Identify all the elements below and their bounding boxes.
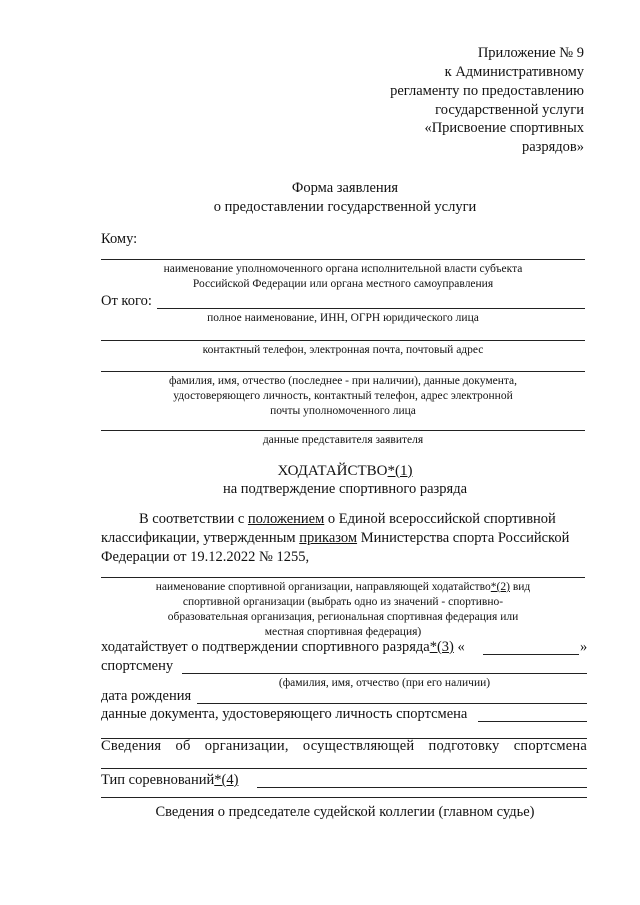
- athlete-label: спортсмену: [101, 658, 174, 674]
- person-field-line[interactable]: [101, 371, 585, 372]
- org-caption: спортивной организации (выбрать одно из значений - спортивно-: [182, 596, 504, 608]
- training-org-field-line[interactable]: [101, 768, 587, 769]
- order-link[interactable]: приказом: [299, 530, 358, 546]
- appendix-line: разрядов»: [521, 139, 584, 155]
- para-text: классификации, утвержденным: [101, 530, 300, 546]
- footnote-link-3[interactable]: *(3): [429, 639, 454, 655]
- org-caption: местная спортивная федерация): [264, 626, 422, 638]
- footnote-link-2[interactable]: *(2): [490, 581, 510, 593]
- identity-doc-label: данные документа, удостоверяющего личность спортсмена: [101, 706, 468, 722]
- competition-type-field-line-2[interactable]: [101, 797, 587, 798]
- athlete-caption: (фамилия, имя, отчество (при его наличии): [278, 677, 491, 689]
- person-caption: почты уполномоченного лица: [270, 405, 416, 417]
- to-field-line[interactable]: [101, 259, 585, 260]
- from-field-line[interactable]: [157, 308, 585, 309]
- para-line-1: [139, 511, 589, 528]
- contact-caption: контактный телефон, электронная почта, почтовый адрес: [202, 344, 484, 356]
- identity-doc-field-line[interactable]: [478, 721, 587, 722]
- appendix-line: Приложение № 9: [477, 45, 584, 61]
- birth-date-field-line[interactable]: [197, 703, 587, 704]
- form-subtitle: о предоставлении государственной услуги: [213, 199, 477, 215]
- org-caption-text: вид: [509, 581, 531, 593]
- appendix-line: к Административному: [444, 64, 584, 80]
- footnote-link-4[interactable]: *(4): [214, 772, 239, 788]
- representative-caption: данные представителя заявителя: [262, 434, 424, 446]
- to-caption: наименование уполномоченного органа исполнительной власти субъекта: [163, 263, 523, 275]
- appendix-line: регламенту по предоставлению: [390, 83, 584, 99]
- contact-field-line[interactable]: [101, 340, 585, 341]
- footnote-link-1[interactable]: *(1): [387, 463, 413, 479]
- petition-subtitle: на подтверждение спортивного разряда: [222, 481, 468, 497]
- birth-date-label: дата рождения: [101, 688, 192, 704]
- person-caption: фамилия, имя, отчество (последнее - при наличии), данные документа,: [168, 375, 518, 387]
- petitions-text: ходатайствует о подтверждении спортивного разряда: [101, 639, 430, 655]
- appendix-line: «Присвоение спортивных: [424, 120, 584, 136]
- para-text: Министерства спорта Российской: [357, 530, 570, 546]
- petitions-line: [101, 639, 465, 656]
- organization-field-line[interactable]: [101, 577, 585, 578]
- org-caption: образовательная организация, региональная спортивная федерация или: [167, 611, 519, 623]
- competition-type-field-line[interactable]: [257, 787, 587, 788]
- from-caption: полное наименование, ИНН, ОГРН юридического лица: [207, 312, 479, 324]
- competition-type-label: [101, 772, 238, 789]
- from-label: От кого:: [101, 293, 152, 309]
- to-label: Кому:: [101, 231, 138, 247]
- to-caption: Российской Федерации или органа местного самоуправления: [192, 278, 494, 290]
- appendix-line: государственной услуги: [435, 102, 584, 118]
- form-title: Форма заявления: [291, 180, 399, 196]
- para-line-3: Федерации от 19.12.2022 № 1255,: [101, 549, 310, 565]
- competition-type-text: Тип соревнований: [101, 772, 215, 788]
- org-caption: [101, 580, 585, 594]
- petitions-close-quote: »: [580, 639, 588, 655]
- petition-title: [100, 463, 590, 480]
- sport-rank-field-line[interactable]: [483, 654, 579, 655]
- petitions-text: «: [453, 639, 465, 655]
- athlete-field-line[interactable]: [182, 673, 587, 674]
- training-org-label: Сведения об организации, осуществляющей подготовку спортсмена: [101, 738, 587, 754]
- para-text: о Единой всероссийской спортивной: [324, 511, 556, 527]
- regulation-link[interactable]: положением: [247, 511, 325, 527]
- representative-field-line[interactable]: [101, 430, 585, 431]
- petition-title-word: ХОДАТАЙСТВО: [277, 463, 388, 479]
- para-line-2: [101, 530, 569, 547]
- referee-section-title: Сведения о председателе судейской коллегии (главном судье): [155, 804, 535, 820]
- person-caption: удостоверяющего личность, контактный телефон, адрес электронной: [173, 390, 513, 402]
- org-caption-text: наименование спортивной организации, направляющей ходатайство: [155, 581, 491, 593]
- para-text: В соответствии с: [139, 511, 248, 527]
